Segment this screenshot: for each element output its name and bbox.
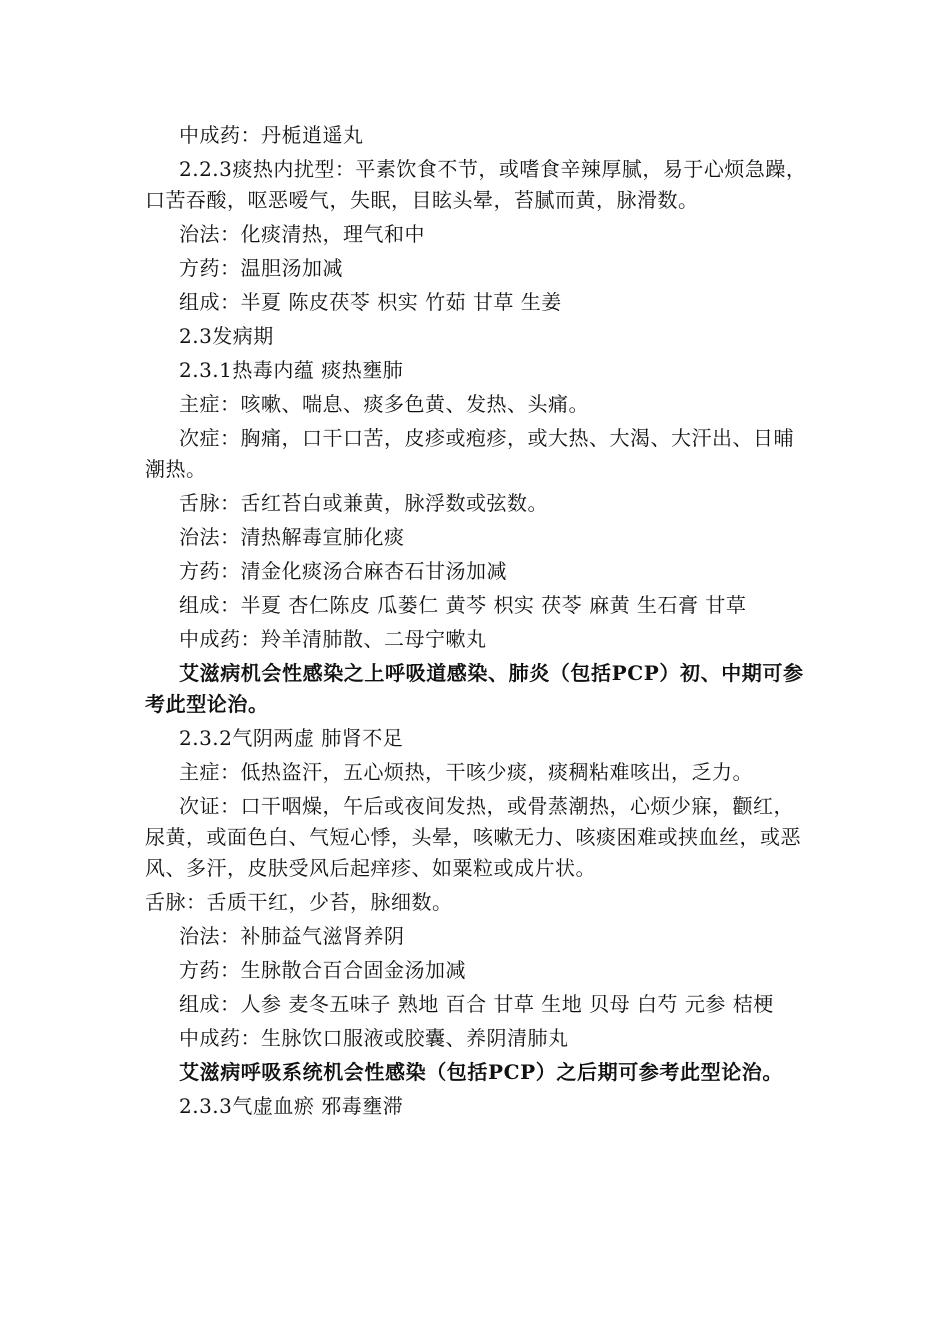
- paragraph-zhongchengyao-3: 中成药：生脉饮口服液或胶囊、养阴清肺丸: [179, 1026, 569, 1050]
- paragraph-fangyao-2: 方药：清金化痰汤合麻杏石甘汤加减: [179, 559, 507, 583]
- paragraph-zucheng-3: 组成：人参 麦冬五味子 熟地 百合 甘草 生地 贝母 白芍 元参 桔梗: [179, 992, 774, 1016]
- paragraph-zhuzheng-2: 主症：低热盗汗，五心烦热，干咳少痰，痰稠粘难咳出，乏力。: [179, 760, 753, 784]
- bold-note-2: 艾滋病呼吸系统机会性感染（包括PCP）之后期可参考此型论治。: [179, 1060, 783, 1084]
- paragraph-cizheng-1: 次症：胸痛，口干口苦，皮疹或疱疹，或大热、大渴、大汗出、日晡潮热。: [145, 426, 794, 481]
- paragraph-shemai-1: 舌脉：舌红苔白或兼黄，脉浮数或弦数。: [179, 491, 548, 515]
- paragraph-zhongchengyao-2: 中成药：羚羊清肺散、二母宁嗽丸: [179, 627, 487, 651]
- paragraph-cizheng-2: 次证：口干咽燥，午后或夜间发热，或骨蒸潮热，心烦少寐，颧红，尿黄，或面色白、气短心悸，头晕，咳嗽无力、咳痰困难或挟血丝，或恶风、多汗，皮肤受风后起痒疹、如粟粒或成片状。: [145, 794, 801, 880]
- paragraph-zhifa-3: 治法：补肺益气滋肾养阴: [179, 924, 405, 948]
- paragraph-zucheng-2: 组成：半夏 杏仁陈皮 瓜蒌仁 黄芩 枳实 茯苓 麻黄 生石膏 甘草: [179, 593, 747, 617]
- paragraph-fangyao-1: 方药：温胆汤加减: [179, 256, 343, 280]
- heading-2-3-1: 2.3.1热毒内蕴 痰热壅肺: [179, 358, 404, 382]
- document-body: [145, 120, 810, 1125]
- paragraph-zhifa-1: 治法：化痰清热，理气和中: [179, 222, 425, 246]
- heading-2-3-fabingqi: 2.3发病期: [179, 324, 274, 348]
- paragraph-fangyao-3: 方药：生脉散合百合固金汤加减: [179, 958, 466, 982]
- bold-note-1: 艾滋病机会性感染之上呼吸道感染、肺炎（包括PCP）初、中期可参考此型论治。: [145, 661, 804, 716]
- paragraph-shemai-2: 舌脉：舌质干红，少苔，脉细数。: [145, 890, 453, 914]
- paragraph-zhifa-2: 治法：清热解毒宣肺化痰: [179, 525, 405, 549]
- paragraph-2-2-3-tanre: 2.2.3痰热内扰型：平素饮食不节，或嗜食辛辣厚腻，易于心烦急躁，口苦吞酸，呕恶嗳气，失眠，目眩头晕，苔腻而黄，脉滑数。: [145, 157, 807, 212]
- paragraph-zhongchengyao-1: 中成药：丹栀逍遥丸: [179, 123, 364, 147]
- paragraph-zhuzheng-1: 主症：咳嗽、喘息、痰多色黄、发热、头痛。: [179, 392, 589, 416]
- heading-2-3-3: 2.3.3气虚血瘀 邪毒壅滞: [179, 1094, 404, 1118]
- heading-2-3-2: 2.3.2气阴两虚 肺肾不足: [179, 726, 404, 750]
- paragraph-zucheng-1: 组成：半夏 陈皮茯苓 枳实 竹茹 甘草 生姜: [179, 290, 562, 314]
